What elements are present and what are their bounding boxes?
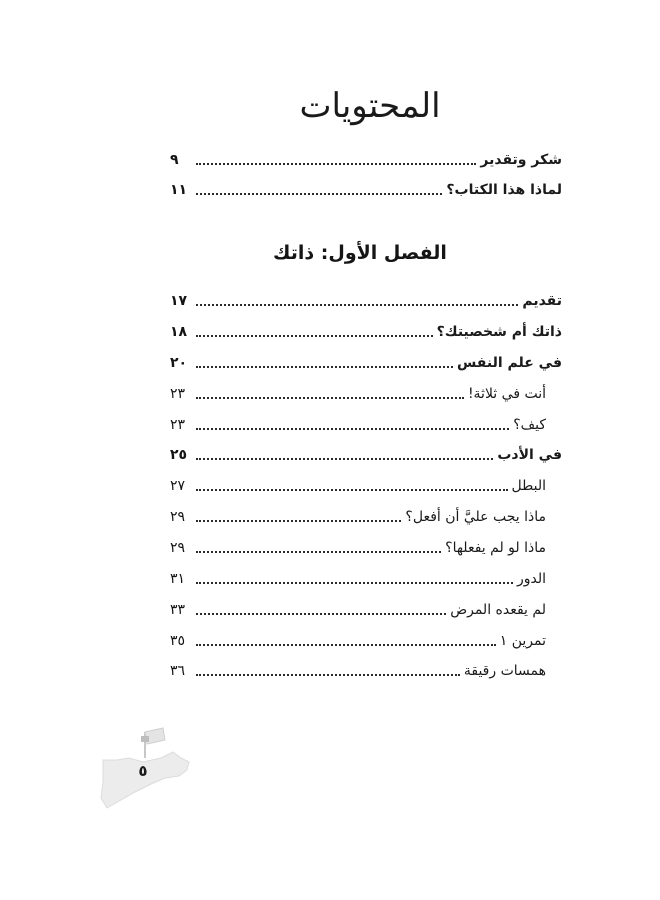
toc-entry (170, 318, 562, 342)
toc-subentry (170, 534, 546, 558)
dot-leader (196, 489, 508, 491)
dot-leader (196, 582, 513, 584)
toc-entry-label: الدور (516, 571, 546, 587)
toc-entry-page: ٢٣ (170, 417, 186, 433)
toc-subentry (170, 596, 546, 620)
page-number: ٥ (138, 762, 148, 780)
toc-entry-label: لم يقعده المرض (450, 602, 546, 618)
toc-subentry (170, 503, 546, 527)
toc-entry-page: ١٨ (170, 324, 188, 340)
toc-entry (170, 287, 562, 311)
toc-subentry (170, 380, 546, 404)
toc-entry-page: ٢٣ (170, 386, 186, 402)
toc-entry-page: ٢٠ (170, 355, 188, 371)
toc-entry-label: همسات رقيقة (463, 663, 546, 679)
toc-entry (170, 441, 562, 465)
toc-entry-label: في علم النفس (457, 355, 562, 371)
toc-entry-label: لماذا هذا الكتاب؟ (446, 182, 562, 198)
dot-leader (196, 193, 442, 195)
dot-leader (196, 644, 496, 646)
toc-entry (170, 349, 562, 373)
toc-entry (170, 176, 562, 200)
dot-leader (196, 674, 460, 676)
dot-leader (196, 520, 401, 522)
toc-entry-label: ماذا يجب عليَّ أن أفعل؟ (405, 509, 546, 525)
toc-entry-label: تقديم (522, 293, 562, 309)
dot-leader (196, 613, 446, 615)
toc-subentry (170, 657, 546, 681)
chapter-heading: الفصل الأول: ذاتك (273, 242, 447, 264)
toc-title-text: المحتويات (299, 86, 441, 126)
map-shape-icon (101, 752, 189, 808)
toc-entry-page: ١٧ (170, 293, 188, 309)
dot-leader (196, 366, 453, 368)
toc-entry-label: أنت في ثلاثة! (467, 386, 546, 402)
toc-entry-label: في الأدب (497, 447, 562, 463)
toc-entry-label: شكر وتقدير (480, 152, 562, 168)
toc-entry-page: ٣١ (170, 571, 186, 587)
toc-entry-page: ٢٥ (170, 447, 188, 463)
dot-leader (196, 304, 518, 306)
flag-detail-icon (141, 736, 149, 742)
toc-entry-label: ماذا لو لم يفعلها؟ (445, 540, 546, 556)
toc-entry-page: ٣٥ (170, 633, 186, 649)
dot-leader (196, 163, 476, 165)
toc-entry-page: ٣٣ (170, 602, 186, 618)
toc-subentry (170, 565, 546, 589)
toc-subentry (170, 411, 546, 435)
dot-leader (196, 428, 509, 430)
dot-leader (196, 458, 493, 460)
toc-entry-page: ٩ (170, 152, 179, 168)
toc-title (299, 78, 441, 134)
toc-entry-page: ٣٦ (170, 663, 186, 679)
toc-entry-page: ٢٧ (170, 478, 186, 494)
toc-entry-label: ذاتك أم شخصيتك؟ (436, 324, 562, 340)
dot-leader (196, 335, 433, 337)
dot-leader (196, 551, 441, 553)
toc-subentry (170, 627, 546, 651)
toc-entry-page: ٢٩ (170, 540, 186, 556)
toc-entry-page: ٢٩ (170, 509, 186, 525)
toc-entry-label: كيف؟ (513, 417, 546, 433)
dot-leader (196, 397, 464, 399)
toc-entry (170, 146, 562, 170)
toc-entry-label: البطل (511, 478, 546, 494)
toc-entry-page: ١١ (170, 182, 188, 198)
toc-entry-label: تمرين ١ (499, 633, 546, 649)
toc-subentry (170, 472, 546, 496)
